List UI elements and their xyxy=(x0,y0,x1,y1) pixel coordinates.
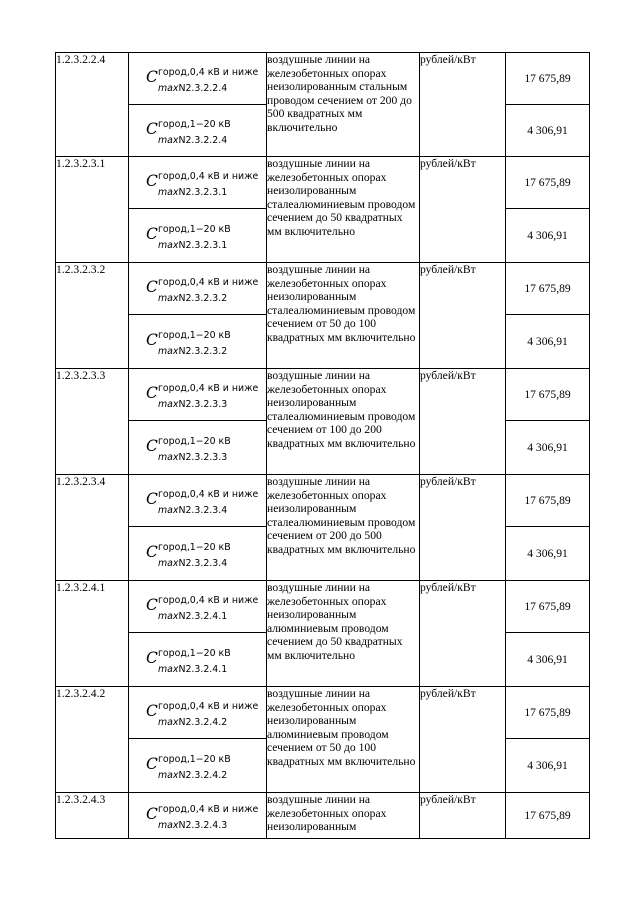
formula-symbol: C xyxy=(146,277,158,296)
formula-subscript-max: max xyxy=(158,663,179,675)
formula-cell-low-voltage xyxy=(129,687,267,739)
formula-subscript-max: max xyxy=(158,716,179,728)
formula xyxy=(146,431,266,465)
formula-symbol: C xyxy=(146,754,158,773)
row-description: воздушные линии на железобетонных опорах неизолированным сталеалюминиевым проводом сечением от 200 до 500 квадратных мм включительно xyxy=(267,475,420,581)
formula-subscript xyxy=(158,557,227,571)
row-unit: рублей/кВт xyxy=(420,263,506,369)
value-medium-voltage: 4 306,91 xyxy=(506,315,590,369)
formula-symbol: C xyxy=(146,701,158,720)
formula-cell-low-voltage xyxy=(129,157,267,209)
table-row xyxy=(56,687,590,739)
formula-subscript-max: max xyxy=(158,504,179,516)
formula-subscript-index: N xyxy=(178,82,186,94)
formula-subscript xyxy=(158,134,227,148)
formula-cell-medium-voltage xyxy=(129,527,267,581)
formula-cell-medium-voltage xyxy=(129,105,267,157)
formula-subscript xyxy=(158,769,227,783)
formula-subscript-number: 2.3.2.3.4 xyxy=(185,504,228,516)
formula-subscript-max: max xyxy=(158,345,179,357)
row-description: воздушные линии на железобетонных опорах неизолированным алюминиевым проводом сечением до 50 квадратных мм включительно xyxy=(267,581,420,687)
formula-cell-medium-voltage xyxy=(129,421,267,475)
formula xyxy=(146,272,266,306)
formula-subscript-index: N xyxy=(178,504,186,516)
formula xyxy=(146,696,266,730)
formula-superscript: город,0,4 кВ и ниже xyxy=(158,170,259,182)
row-unit: рублей/кВт xyxy=(420,581,506,687)
formula-subscript-index: N xyxy=(178,134,186,146)
table-row xyxy=(56,369,590,421)
row-description: воздушные линии на железобетонных опорах неизолированным сталеалюминиевым проводом сечением от 50 до 100 квадратных мм включительно xyxy=(267,263,420,369)
value-low-voltage: 17 675,89 xyxy=(506,369,590,421)
formula-subscript xyxy=(158,610,227,624)
formula-superscript: город,1−20 кВ xyxy=(158,329,231,341)
formula-symbol: C xyxy=(146,489,158,508)
formula-superscript: город,1−20 кВ xyxy=(158,541,231,553)
formula-subscript-max: max xyxy=(158,398,179,410)
row-unit: рублей/кВт xyxy=(420,687,506,793)
formula-superscript: город,1−20 кВ xyxy=(158,647,231,659)
formula-subscript xyxy=(158,663,227,677)
formula-subscript xyxy=(158,398,227,412)
value-low-voltage: 17 675,89 xyxy=(506,793,590,839)
row-description: воздушные линии на железобетонных опорах неизолированным алюминиевым проводом сечением от 50 до 100 квадратных мм включительно xyxy=(267,687,420,793)
formula-superscript: город,0,4 кВ и ниже xyxy=(158,594,259,606)
row-unit: рублей/кВт xyxy=(420,157,506,263)
formula-symbol: C xyxy=(146,595,158,614)
formula-subscript-number: 2.3.2.4.1 xyxy=(185,663,228,675)
formula-subscript-index: N xyxy=(178,186,186,198)
formula-subscript-index: N xyxy=(178,610,186,622)
row-code: 1.2.3.2.3.2 xyxy=(56,263,129,369)
formula-superscript: город,0,4 кВ и ниже xyxy=(158,66,259,78)
formula-superscript: город,1−20 кВ xyxy=(158,118,231,130)
formula-subscript-max: max xyxy=(158,292,179,304)
value-medium-voltage: 4 306,91 xyxy=(506,105,590,157)
formula-subscript-max: max xyxy=(158,769,179,781)
formula-subscript-max: max xyxy=(158,819,179,831)
formula-symbol: C xyxy=(146,330,158,349)
formula-subscript xyxy=(158,239,227,253)
row-code: 1.2.3.2.3.4 xyxy=(56,475,129,581)
formula-cell-low-voltage xyxy=(129,793,267,839)
value-medium-voltage: 4 306,91 xyxy=(506,209,590,263)
formula-subscript xyxy=(158,186,227,200)
formula-subscript-index: N xyxy=(178,663,186,675)
formula-subscript-index: N xyxy=(178,239,186,251)
formula-subscript-index: N xyxy=(178,345,186,357)
row-description: воздушные линии на железобетонных опорах неизолированным сталеалюминиевым проводом сечением от 100 до 200 квадратных мм включительно xyxy=(267,369,420,475)
formula-symbol: C xyxy=(146,171,158,190)
formula-cell-medium-voltage xyxy=(129,739,267,793)
formula xyxy=(146,590,266,624)
formula-subscript xyxy=(158,82,227,96)
formula-subscript-index: N xyxy=(178,819,186,831)
formula-subscript-number: 2.3.2.2.4 xyxy=(185,82,228,94)
formula-symbol: C xyxy=(146,648,158,667)
formula-subscript-number: 2.3.2.4.2 xyxy=(185,716,228,728)
formula-subscript xyxy=(158,819,227,833)
formula-subscript-number: 2.3.2.2.4 xyxy=(185,134,228,146)
formula xyxy=(146,114,266,148)
formula xyxy=(146,799,266,833)
row-code: 1.2.3.2.3.1 xyxy=(56,157,129,263)
formula-symbol: C xyxy=(146,119,158,138)
formula-subscript-index: N xyxy=(178,451,186,463)
formula xyxy=(146,749,266,783)
tariff-table-body xyxy=(56,53,590,839)
formula xyxy=(146,537,266,571)
formula-superscript: город,1−20 кВ xyxy=(158,753,231,765)
formula-symbol: C xyxy=(146,224,158,243)
row-code: 1.2.3.2.3.3 xyxy=(56,369,129,475)
formula-subscript-max: max xyxy=(158,239,179,251)
formula-subscript-number: 2.3.2.3.1 xyxy=(185,186,228,198)
formula-subscript-max: max xyxy=(158,186,179,198)
formula-subscript-max: max xyxy=(158,610,179,622)
value-medium-voltage: 4 306,91 xyxy=(506,633,590,687)
formula-cell-low-voltage xyxy=(129,369,267,421)
formula-subscript-index: N xyxy=(178,398,186,410)
row-code: 1.2.3.2.2.4 xyxy=(56,53,129,157)
row-unit: рублей/кВт xyxy=(420,793,506,839)
tariff-table xyxy=(55,52,590,839)
formula-cell-medium-voltage xyxy=(129,315,267,369)
formula-subscript-index: N xyxy=(178,292,186,304)
formula-superscript: город,0,4 кВ и ниже xyxy=(158,700,259,712)
formula xyxy=(146,643,266,677)
formula xyxy=(146,378,266,412)
formula-superscript: город,0,4 кВ и ниже xyxy=(158,488,259,500)
formula-cell-low-voltage xyxy=(129,581,267,633)
formula-subscript-number: 2.3.2.3.2 xyxy=(185,345,228,357)
formula-subscript xyxy=(158,504,227,518)
formula-superscript: город,0,4 кВ и ниже xyxy=(158,382,259,394)
formula-cell-low-voltage xyxy=(129,263,267,315)
formula-cell-low-voltage xyxy=(129,53,267,105)
table-row xyxy=(56,793,590,839)
formula xyxy=(146,62,266,96)
formula-subscript-max: max xyxy=(158,82,179,94)
value-low-voltage: 17 675,89 xyxy=(506,53,590,105)
row-description: воздушные линии на железобетонных опорах неизолированным стальным проводом сечением от 200 до 500 квадратных мм включительно xyxy=(267,53,420,157)
formula-cell-low-voltage xyxy=(129,475,267,527)
value-medium-voltage: 4 306,91 xyxy=(506,527,590,581)
formula-subscript xyxy=(158,292,227,306)
formula-subscript-number: 2.3.2.4.1 xyxy=(185,610,228,622)
formula-superscript: город,1−20 кВ xyxy=(158,223,231,235)
row-unit: рублей/кВт xyxy=(420,53,506,157)
formula-symbol: C xyxy=(146,542,158,561)
formula xyxy=(146,325,266,359)
row-code: 1.2.3.2.4.3 xyxy=(56,793,129,839)
formula-cell-medium-voltage xyxy=(129,633,267,687)
table-row xyxy=(56,475,590,527)
row-description: воздушные линии на железобетонных опорах неизолированным сталеалюминиевым проводом сечением до 50 квадратных мм включительно xyxy=(267,157,420,263)
formula-cell-medium-voltage xyxy=(129,209,267,263)
value-low-voltage: 17 675,89 xyxy=(506,581,590,633)
value-low-voltage: 17 675,89 xyxy=(506,687,590,739)
formula-subscript-max: max xyxy=(158,134,179,146)
formula-superscript: город,0,4 кВ и ниже xyxy=(158,803,259,815)
formula-subscript-max: max xyxy=(158,557,179,569)
formula xyxy=(146,166,266,200)
value-low-voltage: 17 675,89 xyxy=(506,475,590,527)
value-medium-voltage: 4 306,91 xyxy=(506,739,590,793)
formula-symbol: C xyxy=(146,383,158,402)
formula-symbol: C xyxy=(146,804,158,823)
formula-subscript-number: 2.3.2.4.2 xyxy=(185,769,228,781)
formula-subscript-number: 2.3.2.3.4 xyxy=(185,557,228,569)
row-code: 1.2.3.2.4.2 xyxy=(56,687,129,793)
formula-subscript-max: max xyxy=(158,451,179,463)
formula-superscript: город,0,4 кВ и ниже xyxy=(158,276,259,288)
formula-superscript: город,1−20 кВ xyxy=(158,435,231,447)
formula-subscript-number: 2.3.2.3.3 xyxy=(185,451,228,463)
table-row xyxy=(56,53,590,105)
formula xyxy=(146,219,266,253)
formula-symbol: C xyxy=(146,436,158,455)
formula-subscript-number: 2.3.2.3.3 xyxy=(185,398,228,410)
value-medium-voltage: 4 306,91 xyxy=(506,421,590,475)
formula-subscript xyxy=(158,451,227,465)
value-low-voltage: 17 675,89 xyxy=(506,263,590,315)
row-description: воздушные линии на железобетонных опорах неизолированным xyxy=(267,793,420,839)
formula-subscript-number: 2.3.2.3.1 xyxy=(185,239,228,251)
formula-subscript-index: N xyxy=(178,557,186,569)
table-row xyxy=(56,263,590,315)
formula-subscript xyxy=(158,716,227,730)
formula xyxy=(146,484,266,518)
formula-symbol: C xyxy=(146,67,158,86)
formula-subscript xyxy=(158,345,227,359)
formula-subscript-index: N xyxy=(178,769,186,781)
table-row xyxy=(56,581,590,633)
formula-subscript-index: N xyxy=(178,716,186,728)
formula-subscript-number: 2.3.2.3.2 xyxy=(185,292,228,304)
row-code: 1.2.3.2.4.1 xyxy=(56,581,129,687)
value-low-voltage: 17 675,89 xyxy=(506,157,590,209)
row-unit: рублей/кВт xyxy=(420,369,506,475)
row-unit: рублей/кВт xyxy=(420,475,506,581)
formula-subscript-number: 2.3.2.4.3 xyxy=(185,819,228,831)
table-row xyxy=(56,157,590,209)
